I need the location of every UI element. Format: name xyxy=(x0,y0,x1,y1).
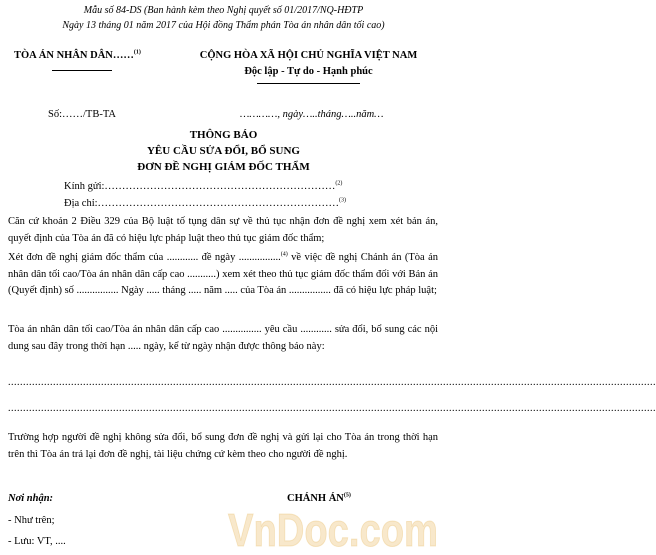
form-note-line-2: Ngày 13 tháng 01 năm 2017 của Hội đồng Thẩm phán Tòa án nhân dân tối cao) xyxy=(62,20,385,31)
form-note-line-1: Mẫu số 84-DS (Ban hành kèm theo Nghị quyết số 01/2017/NQ-HĐTP xyxy=(83,5,364,16)
paragraph-petition-review: Xét đơn đề nghị giám đốc thẩm của ............ đề ngày ................$^{(4)}$ về việc đề nghị Chánh án (Tòa án nhân dân tối cao/Tòa án nhân dân cấp cao ...........) xem xét theo thủ tục giám đốc thẩm đối với Bản án (Quyết định) số ................ Ngày ..... tháng ..... năm ..... của Tòa án ................ đã có hiệu lực pháp luật; xyxy=(8,251,438,296)
motto: Độc lập - Tự do - Hạnh phúc xyxy=(244,66,373,77)
recipient-item-1: - Như trên; xyxy=(8,515,55,526)
recipients-label: Nơi nhận: xyxy=(8,493,54,504)
address-line: Địa chỉ:……………………………………………………………$^{(3)}$ xyxy=(64,197,347,209)
court-name-underline xyxy=(52,70,112,71)
title-notice: THÔNG BÁO xyxy=(189,129,258,141)
title-petition: ĐƠN ĐỀ NGHỊ GIÁM ĐỐC THẨM xyxy=(137,161,310,173)
motto-underline xyxy=(257,83,360,84)
paragraph-consequence: Trường hợp người đề nghị không sửa đổi, bổ sung đơn đề nghị và gửi lại cho Tòa án trong thời hạn trên thì Tòa án trả lại đơn đề nghị, tài liệu chứng cứ kèm theo cho người đề nghị. xyxy=(8,432,438,460)
recipient-item-2: - Lưu: VT, .... xyxy=(8,536,66,547)
blank-line-1: ........................................................................................................................................................................................................................ xyxy=(8,377,656,388)
paragraph-amendment-request: Tòa án nhân dân tối cao/Tòa án nhân dân cấp cao ............... yêu cầu ............ sửa đổi, bổ sung các nội dung sau đây trong thời hạn ..... ngày, kể từ ngày nhận được thông báo này: xyxy=(8,324,438,352)
paragraph-legal-basis: Căn cứ khoản 2 Điều 329 của Bộ luật tố tụng dân sự về thủ tục nhận đơn đề nghị xem xét bản án, quyết định của Tòa án đã có hiệu lực pháp luật theo thủ tục giám đốc thẩm; xyxy=(8,216,438,244)
vndoc-watermark-logo xyxy=(226,498,441,554)
watermark-text: VnDoc.com xyxy=(228,504,438,555)
place-and-date: …………, ngày…..tháng…..năm… xyxy=(240,109,384,120)
title-request: YÊU CẦU SỬA ĐỔI, BỔ SUNG xyxy=(146,145,300,157)
document-number: Số:……/TB-TA xyxy=(48,109,116,120)
court-name: TÒA ÁN NHÂN DÂN……$^{(1)}$ xyxy=(14,49,141,61)
blank-line-2: ........................................................................................................................................................................................................................ xyxy=(8,403,656,414)
signer-title: CHÁNH ÁN$^{(5)}$ xyxy=(287,492,351,504)
country-name: CỘNG HÒA XÃ HỘI CHỦ NGHĨA VIỆT NAM xyxy=(199,50,418,61)
addressee-line: Kính gửi:…………………………………………………………$^{(2)}$ xyxy=(64,180,343,192)
